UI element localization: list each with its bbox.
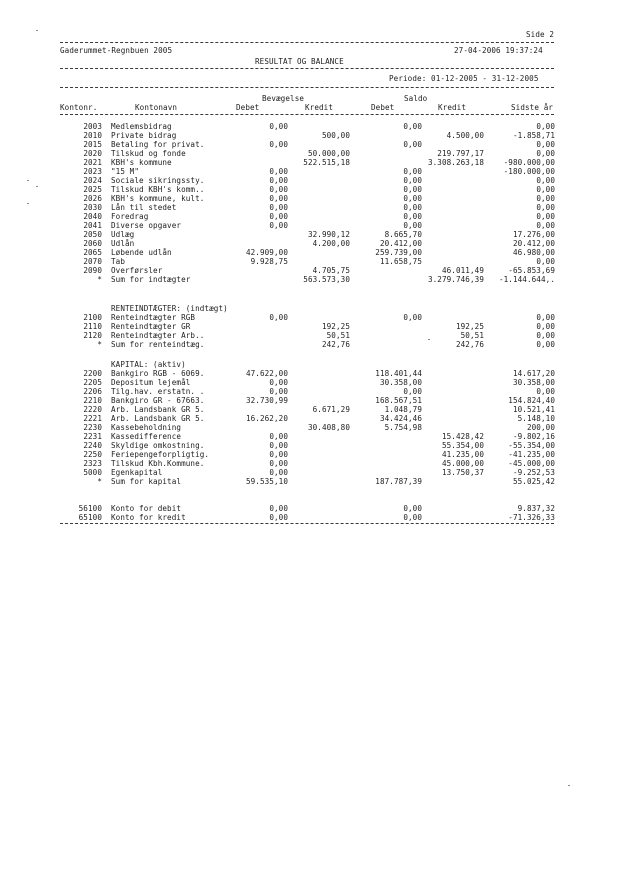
movement-debit: 16.262,20	[245, 414, 288, 423]
account-number: 2020	[83, 149, 102, 158]
table-row	[0, 221, 642, 230]
table-row	[0, 504, 642, 513]
account-name: Arb. Landsbank GR 5.	[111, 405, 205, 414]
table-row	[0, 405, 642, 414]
account-number: 2003	[83, 122, 102, 131]
header-rule-top	[60, 42, 554, 43]
account-name: KBH's kommune, kult.	[111, 194, 205, 203]
period-label: Periode: 01-12-2005 - 31-12-2005	[389, 74, 539, 83]
capital-section-heading: KAPITAL: (aktiv)	[111, 360, 186, 369]
balance-credit: 46.011,49	[441, 266, 484, 275]
account-number: 2024	[83, 176, 102, 185]
movement-debit: 0,00	[269, 450, 288, 459]
movement-debit: 0,00	[269, 140, 288, 149]
account-number: 2050	[83, 230, 102, 239]
account-number: 2026	[83, 194, 102, 203]
balance-debit: 168.567,51	[375, 396, 422, 405]
movement-debit: 0,00	[269, 185, 288, 194]
account-number: *	[97, 340, 102, 349]
movement-credit: 32.990,12	[307, 230, 350, 239]
account-number: 56100	[78, 504, 102, 513]
balance-credit: 192,25	[455, 322, 484, 331]
account-number: 2200	[83, 369, 102, 378]
last-year: 0,00	[536, 203, 555, 212]
account-name: Bankgiro RGB - 6069.	[111, 369, 205, 378]
table-row	[0, 239, 642, 248]
last-year: 0,00	[536, 257, 555, 266]
account-name: Tab	[111, 257, 126, 266]
last-year: -71.326,33	[508, 513, 555, 522]
movement-debit: 0,00	[269, 203, 288, 212]
last-year: 55.025,42	[512, 477, 555, 486]
table-row	[0, 313, 642, 322]
account-name: Konto for debit	[111, 504, 182, 513]
movement-debit: 0,00	[269, 441, 288, 450]
table-row	[0, 212, 642, 221]
table-row	[0, 414, 642, 423]
last-year: 0,00	[536, 221, 555, 230]
movement-debit: 0,00	[269, 167, 288, 176]
movement-credit: 192,25	[321, 322, 350, 331]
balance-debit: 20.412,00	[379, 239, 422, 248]
account-name: Private bidrag	[111, 131, 177, 140]
last-year: 0,00	[536, 322, 555, 331]
account-number: *	[97, 275, 102, 284]
table-row	[0, 149, 642, 158]
account-name: Foredrag	[111, 212, 149, 221]
last-year: -1.144.644,.	[498, 275, 555, 284]
table-row	[0, 248, 642, 257]
movement-credit: 4.705,75	[312, 266, 350, 275]
movement-debit: 0,00	[269, 122, 288, 131]
balance-debit: 8.665,70	[384, 230, 422, 239]
account-name: Diverse opgaver	[111, 221, 182, 230]
account-number: 2025	[83, 185, 102, 194]
account-number: 5000	[83, 468, 102, 477]
balance-debit: 0,00	[403, 176, 422, 185]
table-row	[0, 131, 642, 140]
account-name: Bankgiro GR - 67663.	[111, 396, 205, 405]
balance-credit: 3.279.746,39	[427, 275, 484, 284]
scan-speck	[568, 785, 570, 786]
last-year: 17.276,00	[512, 230, 555, 239]
account-name: "15 M"	[111, 167, 140, 176]
table-row	[0, 513, 642, 522]
account-number: 2210	[83, 396, 102, 405]
balance-debit: 0,00	[403, 122, 422, 131]
account-name: Medlemsbidrag	[111, 122, 172, 131]
balance-credit: 219.797,17	[437, 149, 484, 158]
account-name: Udlæg	[111, 230, 135, 239]
interest-section-heading: RENTEINDTÆGTER: (indtægt)	[111, 304, 228, 313]
account-number: 2090	[83, 266, 102, 275]
last-year: 0,00	[536, 140, 555, 149]
balance-debit: 34.424,46	[379, 414, 422, 423]
last-year: 0,00	[536, 340, 555, 349]
table-row	[0, 158, 642, 167]
account-name: Skyldige omkostning.	[111, 441, 205, 450]
account-number: 2065	[83, 248, 102, 257]
movement-credit: 6.671,29	[312, 405, 350, 414]
account-name: KBH's kommune	[111, 158, 172, 167]
table-row	[0, 331, 642, 340]
balance-debit: 11.658,75	[379, 257, 422, 266]
table-row	[0, 441, 642, 450]
account-name: Tilskud Kbh.Kommune.	[111, 459, 205, 468]
account-name: Sociale sikringssty.	[111, 176, 205, 185]
balance-debit: 0,00	[403, 194, 422, 203]
last-year: 0,00	[536, 194, 555, 203]
table-row	[0, 185, 642, 194]
footer-rule	[60, 523, 554, 524]
table-row	[0, 176, 642, 185]
last-year: 10.521,41	[512, 405, 555, 414]
movement-credit: 50,51	[326, 331, 350, 340]
account-name: Løbende udlån	[111, 248, 172, 257]
account-name: Sum for kapital	[111, 477, 182, 486]
movement-debit: 0,00	[269, 221, 288, 230]
movement-debit: 0,00	[269, 459, 288, 468]
scan-speck	[428, 339, 430, 340]
balance-debit: 0,00	[403, 167, 422, 176]
last-year: 20.412,00	[512, 239, 555, 248]
balance-credit: 45.000,00	[441, 459, 484, 468]
header-rule-mid	[60, 68, 554, 69]
sum-row	[0, 340, 642, 349]
balance-debit: 0,00	[403, 221, 422, 230]
column-header-balance-credit: Kredit	[438, 103, 467, 112]
account-name: Overførsler	[111, 266, 163, 275]
account-number: 2021	[83, 158, 102, 167]
column-header-account-no: Kontonr.	[60, 103, 98, 112]
movement-credit: 563.573,30	[303, 275, 350, 284]
scan-speck	[36, 30, 38, 31]
account-name: Konto for kredit	[111, 513, 186, 522]
account-number: 2041	[83, 221, 102, 230]
last-year: -55.354,00	[508, 441, 555, 450]
movement-debit: 0,00	[269, 212, 288, 221]
balance-debit: 0,00	[403, 504, 422, 513]
balance-credit: 242,76	[455, 340, 484, 349]
table-row	[0, 266, 642, 275]
balance-debit: 5.754,98	[384, 423, 422, 432]
last-year: 0,00	[536, 331, 555, 340]
table-row	[0, 423, 642, 432]
scan-speck	[36, 186, 38, 187]
movement-debit: 0,00	[269, 387, 288, 396]
movement-credit: 242,76	[321, 340, 350, 349]
balance-credit: 41.235,00	[441, 450, 484, 459]
report-datetime: 27-04-2006 19:37:24	[454, 46, 543, 55]
account-name: Renteindtægter RGB	[111, 313, 196, 322]
account-name: Tilg.hav. erstatn. .	[111, 387, 205, 396]
account-number: 2060	[83, 239, 102, 248]
table-row	[0, 322, 642, 331]
balance-credit: 50,51	[460, 331, 484, 340]
table-row	[0, 167, 642, 176]
account-name: Udlån	[111, 239, 135, 248]
balance-debit: 30.358,00	[379, 378, 422, 387]
account-number: 2205	[83, 378, 102, 387]
table-row	[0, 140, 642, 149]
movement-debit: 47.622,00	[245, 369, 288, 378]
last-year: 9.837,32	[517, 504, 555, 513]
movement-debit: 0,00	[269, 194, 288, 203]
sum-row	[0, 477, 642, 486]
table-row	[0, 122, 642, 131]
movement-debit: 59.535,10	[245, 477, 288, 486]
page-number: Side 2	[526, 30, 555, 39]
last-year: -180.000,00	[503, 167, 555, 176]
account-number: 2220	[83, 405, 102, 414]
last-year: -41.235,00	[508, 450, 555, 459]
account-name: Kassebeholdning	[111, 423, 182, 432]
account-name: Renteindtægter Arb..	[111, 331, 205, 340]
last-year: 0,00	[536, 149, 555, 158]
movement-debit: 0,00	[269, 378, 288, 387]
last-year: 0,00	[536, 176, 555, 185]
table-row	[0, 468, 642, 477]
account-number: 2323	[83, 459, 102, 468]
last-year: 0,00	[536, 313, 555, 322]
movement-credit: 522.515,18	[303, 158, 350, 167]
header-rule-bottom	[60, 87, 554, 88]
last-year: 14.617,20	[512, 369, 555, 378]
scan-speck	[27, 180, 29, 181]
balance-debit: 118.401,44	[375, 369, 422, 378]
account-number: 2030	[83, 203, 102, 212]
last-year: -45.000,00	[508, 459, 555, 468]
balance-credit: 55.354,00	[441, 441, 484, 450]
account-number: *	[97, 477, 102, 486]
movement-credit: 50.000,00	[307, 149, 350, 158]
last-year: -65.853,69	[508, 266, 555, 275]
movement-credit: 4.200,00	[312, 239, 350, 248]
movement-credit: 30.408,80	[307, 423, 350, 432]
account-number: 2206	[83, 387, 102, 396]
account-name: Depositum lejemål	[111, 378, 191, 387]
account-name: Betaling for privat.	[111, 140, 205, 149]
balance-credit: 4.500,00	[446, 131, 484, 140]
column-group-movement: Bevægelse	[262, 94, 305, 103]
last-year: 0,00	[536, 122, 555, 131]
last-year: 5.148,10	[517, 414, 555, 423]
table-row	[0, 432, 642, 441]
movement-debit: 0,00	[269, 468, 288, 477]
account-number: 2100	[83, 313, 102, 322]
last-year: 0,00	[536, 387, 555, 396]
last-year: -980.000,00	[503, 158, 555, 167]
balance-debit: 0,00	[403, 513, 422, 522]
balance-credit: 15.428,42	[441, 432, 484, 441]
column-header-credit: Kredit	[305, 103, 334, 112]
account-number: 2250	[83, 450, 102, 459]
movement-debit: 0,00	[269, 176, 288, 185]
account-number: 2010	[83, 131, 102, 140]
movement-debit: 0,00	[269, 432, 288, 441]
movement-debit: 0,00	[269, 513, 288, 522]
movement-debit: 0,00	[269, 313, 288, 322]
account-name: Feriepengeforpligtig.	[111, 450, 210, 459]
account-name: Sum for indtægter	[111, 275, 191, 284]
account-number: 2110	[83, 322, 102, 331]
account-number: 2040	[83, 212, 102, 221]
last-year: 200,00	[526, 423, 555, 432]
account-number: 2231	[83, 432, 102, 441]
column-header-balance-debit: Debet	[371, 103, 395, 112]
movement-debit: 32.730,99	[245, 396, 288, 405]
account-name: Lån til stedet	[111, 203, 177, 212]
movement-credit: 500,00	[321, 131, 350, 140]
table-row	[0, 257, 642, 266]
table-row	[0, 378, 642, 387]
last-year: -9.252,53	[512, 468, 555, 477]
account-name: Kassedifference	[111, 432, 182, 441]
sum-row	[0, 275, 642, 284]
balance-debit: 0,00	[403, 387, 422, 396]
table-row	[0, 194, 642, 203]
account-number: 65100	[78, 513, 102, 522]
account-number: 2023	[83, 167, 102, 176]
last-year: 0,00	[536, 212, 555, 221]
balance-debit: 187.787,39	[375, 477, 422, 486]
account-name: Tilskud KBH's komm..	[111, 185, 205, 194]
account-name: Egenkapital	[111, 468, 163, 477]
account-number: 2240	[83, 441, 102, 450]
table-row	[0, 396, 642, 405]
column-header-last-year: Sidste år	[511, 103, 554, 112]
balance-debit: 0,00	[403, 212, 422, 221]
scan-speck	[27, 203, 29, 204]
account-number: 2015	[83, 140, 102, 149]
table-row	[0, 387, 642, 396]
column-group-balance: Saldo	[404, 94, 428, 103]
balance-debit: 0,00	[403, 185, 422, 194]
account-name: Tilskud og fonde	[111, 149, 186, 158]
report-title: RESULTAT OG BALANCE	[255, 57, 344, 66]
account-number: 2120	[83, 331, 102, 340]
last-year: 30.358,00	[512, 378, 555, 387]
table-row	[0, 369, 642, 378]
movement-debit: 9.928,75	[250, 257, 288, 266]
last-year: -1.858,71	[512, 131, 555, 140]
column-header-debit: Debet	[236, 103, 260, 112]
account-number: 2070	[83, 257, 102, 266]
balance-debit: 0,00	[403, 313, 422, 322]
last-year: 46.980,00	[512, 248, 555, 257]
balance-credit: 13.750,37	[441, 468, 484, 477]
organization-name: Gaderummet-Regnbuen 2005	[60, 46, 173, 55]
column-header-account-name: Kontonavn	[135, 103, 178, 112]
account-number: 2221	[83, 414, 102, 423]
balance-debit: 0,00	[403, 203, 422, 212]
balance-credit: 3.308.263,18	[427, 158, 484, 167]
table-row	[0, 230, 642, 239]
account-name: Arb. Landsbank GR 5.	[111, 414, 205, 423]
table-row	[0, 203, 642, 212]
balance-debit: 259.739,00	[375, 248, 422, 257]
balance-debit: 0,00	[403, 140, 422, 149]
account-name: Sum for renteindtæg.	[111, 340, 205, 349]
table-row	[0, 459, 642, 468]
column-header-rule	[60, 114, 554, 115]
movement-debit: 42.909,00	[245, 248, 288, 257]
last-year: -9.802,16	[512, 432, 555, 441]
movement-debit: 0,00	[269, 504, 288, 513]
account-number: 2230	[83, 423, 102, 432]
last-year: 0,00	[536, 185, 555, 194]
last-year: 154.824,40	[508, 396, 555, 405]
account-name: Renteindtægter GR	[111, 322, 191, 331]
balance-debit: 1.048,79	[384, 405, 422, 414]
table-row	[0, 450, 642, 459]
